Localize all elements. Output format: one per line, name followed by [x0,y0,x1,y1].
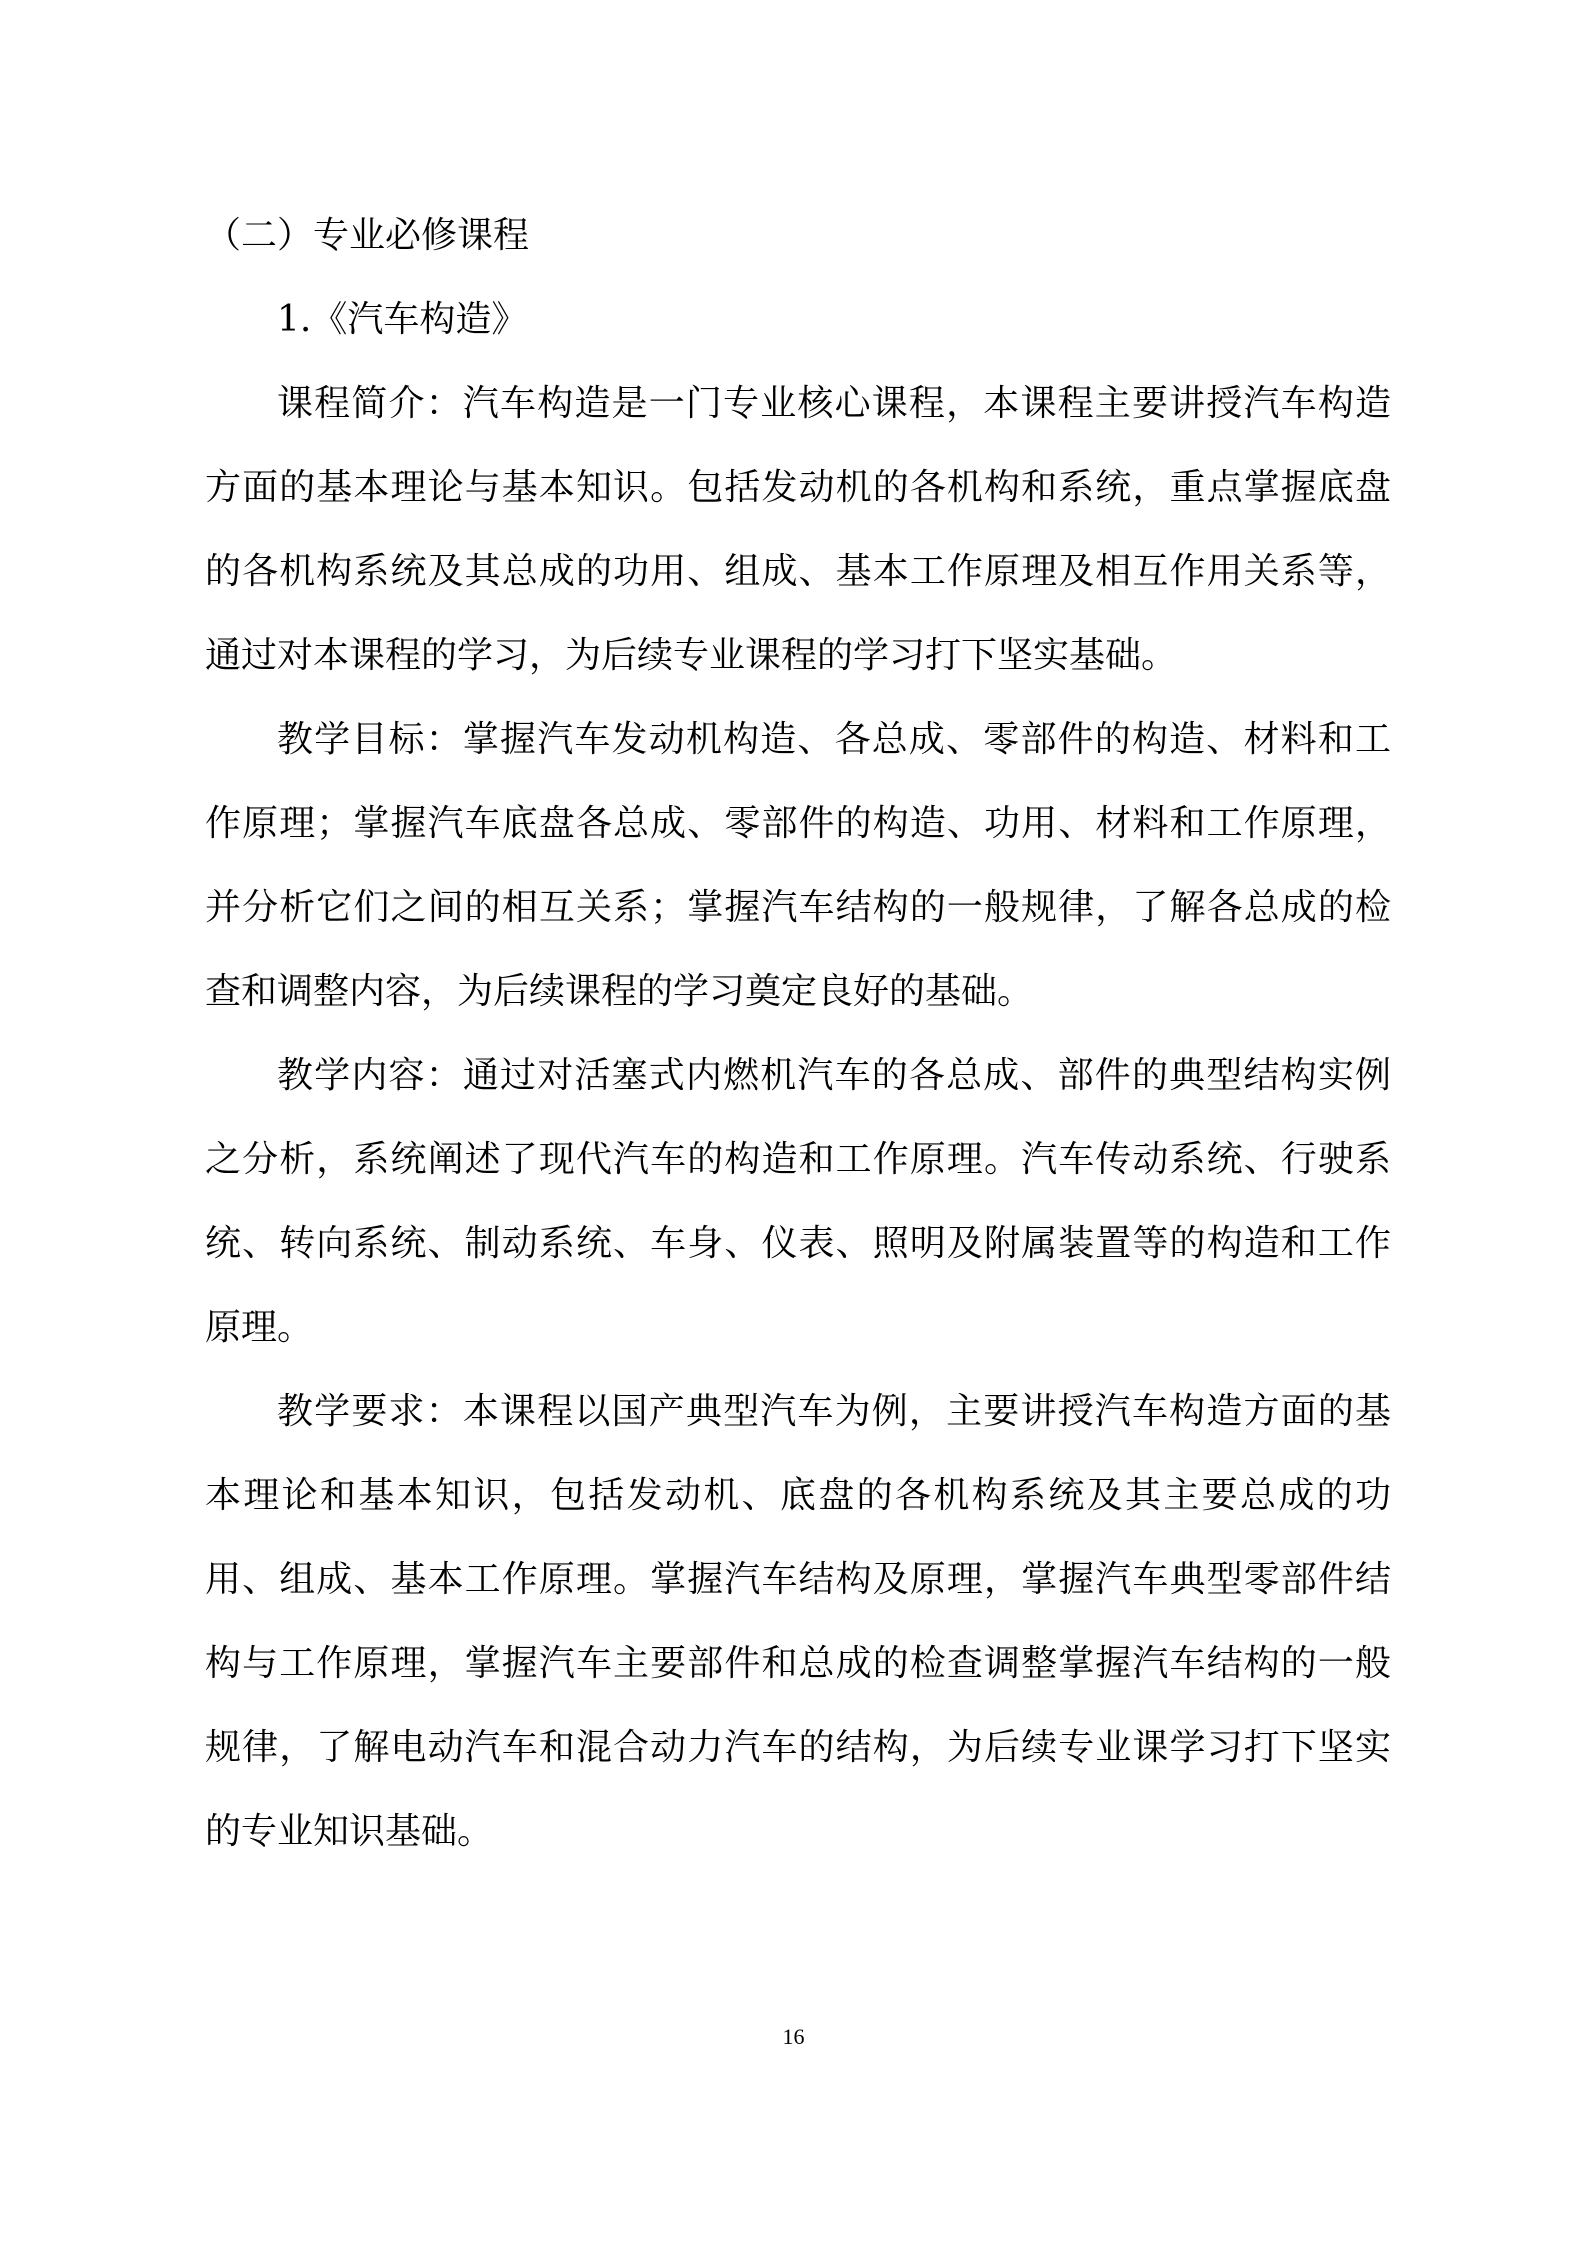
page-number: 16 [782,2024,805,2049]
paragraph-teaching-requirements: 教学要求：本课程以国产典型汽车为例，主要讲授汽车构造方面的基本理论和基本知识，包括发动机、底盘的各机构系统及其主要总成的功用、组成、基本工作原理。掌握汽车结构及原理，掌握汽车典型零部件结构与工作原理，掌握汽车主要部件和总成的检查调整掌握汽车结构的一般规律，了解电动汽车和混合动力汽车的结构，为后续专业课学习打下坚实的专业知识基础。 [205,1391,1391,1852]
course-title: 1.《汽车构造》 [277,299,528,340]
paragraph-course-intro: 课程简介：汽车构造是一门专业核心课程，本课程主要讲授汽车构造方面的基本理论与基本知识。包括发动机的各机构和系统，重点掌握底盘的各机构系统及其总成的功用、组成、基本工作原理及相互作用关系等，通过对本课程的学习，为后续专业课程的学习打下坚实基础。 [205,383,1391,676]
paragraph-teaching-goals: 教学目标：掌握汽车发动机构造、各总成、零部件的构造、材料和工作原理；掌握汽车底盘各总成、零部件的构造、功用、材料和工作原理，并分析它们之间的相互关系；掌握汽车结构的一般规律，了解各总成的检查和调整内容，为后续课程的学习奠定良好的基础。 [205,719,1391,1012]
section-heading: （二）专业必修课程 [205,215,530,256]
paragraph-teaching-content: 教学内容：通过对活塞式内燃机汽车的各总成、部件的典型结构实例之分析，系统阐述了现代汽车的构造和工作原理。汽车传动系统、行驶系统、转向系统、制动系统、车身、仪表、照明及附属装置等的构造和工作原理。 [205,1055,1391,1348]
page-content [205,194,1391,1874]
